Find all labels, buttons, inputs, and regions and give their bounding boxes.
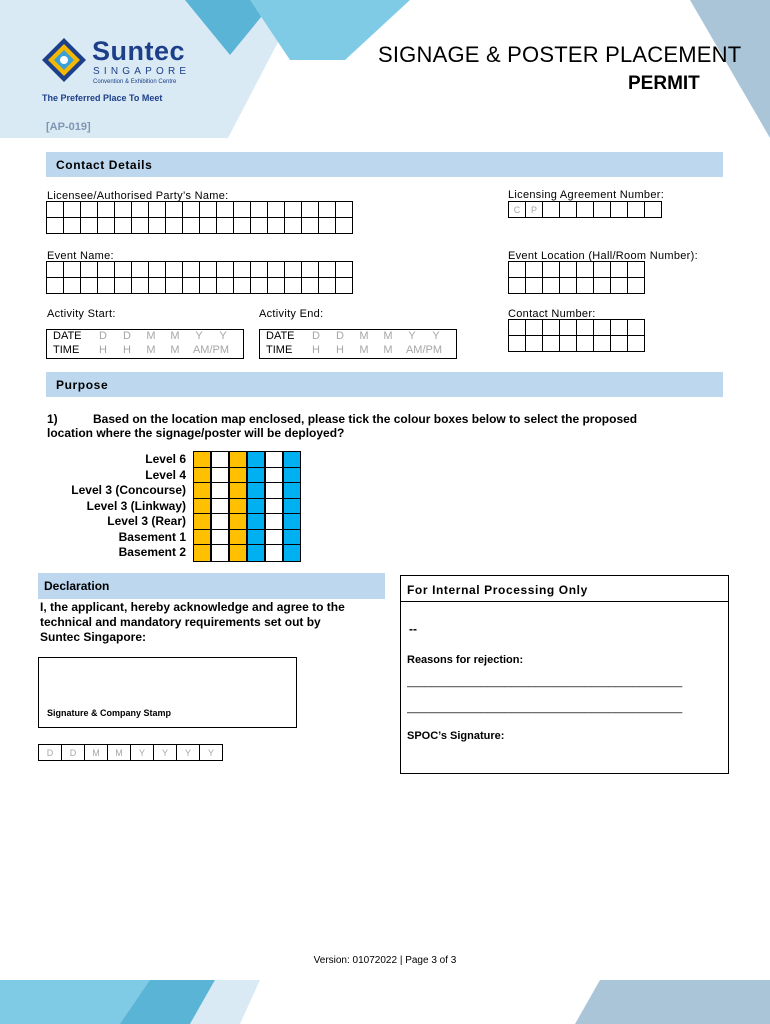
contact-number-grid[interactable] [508,319,645,352]
licensing-prefix-p: P [526,202,543,218]
declaration-date-grid[interactable]: D D M M Y Y Y Y [38,744,223,761]
page-title-line2: PERMIT [628,73,700,94]
contact-number-label: Contact Number: [508,308,596,320]
signature-box[interactable] [38,657,297,728]
rejection-line-1: _____________________________________________ [407,676,683,688]
licensing-label: Licensing Agreement Number: [508,189,665,201]
blue-column-2[interactable] [283,451,301,562]
event-location-label: Event Location (Hall/Room Number): [508,250,698,262]
page-title-line1: SIGNAGE & POSTER PLACEMENT [378,42,742,67]
brand-tagline: The Preferred Place To Meet [42,93,163,103]
section-purpose: Purpose [46,372,723,397]
internal-processing-title: For Internal Processing Only [401,576,728,602]
declaration-text-line1: I, the applicant, hereby acknowledge and agree to the [40,600,345,614]
logo-wordmark: Suntec [92,36,186,66]
activity-end-label: Activity End: [259,308,324,320]
suntec-logo-icon [40,36,88,84]
licensing-number-grid[interactable] [508,201,662,218]
question-text-line1: Based on the location map enclosed, please tick the colour boxes below to select the proposed [93,412,638,426]
declaration-text-line3: Suntec Singapore: [40,630,147,644]
licensee-name-grid[interactable] [46,201,353,234]
time-caption: TIME [53,344,80,356]
internal-dash: -- [409,622,417,636]
white-column-1[interactable] [211,451,229,562]
event-location-grid[interactable] [508,261,645,294]
licensing-prefix-c: C [509,202,526,218]
declaration-text-line2: technical and mandatory requirements set out by [40,615,321,629]
activity-start-label: Activity Start: [47,308,116,320]
level-6-label: Level 6 [145,452,186,466]
signature-label: Signature & Company Stamp [47,708,172,718]
white-column-2[interactable] [265,451,283,562]
level-4-label: Level 4 [145,467,186,482]
internal-processing-box [400,575,729,774]
question-text-line2: location where the signage/poster will be deployed? [47,426,345,440]
activity-start-datetime[interactable]: DATE D D M M Y Y TIME H H M M AM/PM [46,329,244,359]
spoc-signature-label: SPOC’s Signature: [407,730,505,742]
level-labels [6,452,186,561]
section-declaration: Declaration [38,573,385,599]
rejection-reasons-label: Reasons for rejection: [407,654,524,666]
level-3-rear-label: Level 3 (Rear) [107,514,186,528]
footer-decoration [0,980,770,1024]
rejection-line-2: _____________________________________________ [407,702,683,714]
section-contact-details: Contact Details [46,152,723,177]
blue-column-1[interactable] [247,451,265,562]
form-code: [AP-019] [46,121,91,133]
question-number: 1) [47,412,58,426]
activity-end-datetime[interactable]: DATE D D M M Y Y TIME H H M M AM/PM [259,329,457,359]
basement-1-label: Basement 1 [118,529,186,544]
date-caption: DATE [53,330,82,342]
level-3-concourse-label: Level 3 (Concourse) [71,483,186,497]
basement-2-label: Basement 2 [118,545,186,559]
yellow-column-2[interactable] [229,451,247,562]
licensee-label: Licensee/Authorised Party’s Name: [47,190,229,202]
event-name-grid[interactable] [46,261,353,294]
logo-tagline-small: Convention & Exhibition Centre [93,79,177,85]
event-name-label: Event Name: [47,250,114,262]
yellow-column-1[interactable] [193,451,211,562]
level-3-linkway-label: Level 3 (Linkway) [86,498,186,513]
logo-subtitle: SINGAPORE [93,66,191,77]
footer-version: Version: 01072022 | Page 3 of 3 [313,955,457,966]
